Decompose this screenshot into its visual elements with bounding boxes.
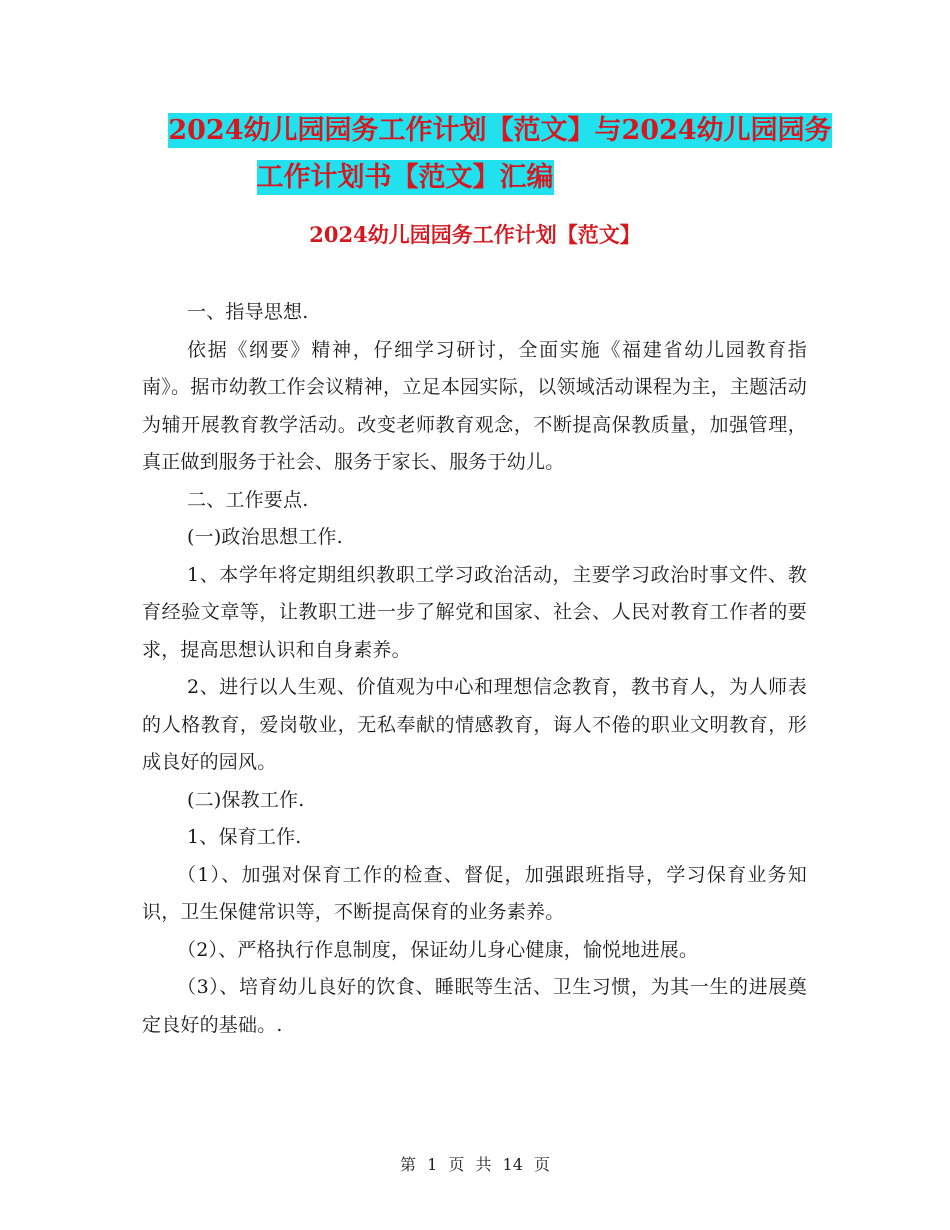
heading-political-work: (一)政治思想工作. [187,526,343,548]
main-title-line2: 工作计划书【范文】汇编 [256,162,554,193]
main-title [0,110,950,199]
section-title: 2024幼儿园园务工作计划【范文】 [309,222,641,247]
heading-care-education: (二)保教工作. [187,788,305,811]
heading-care-work: 1、保育工作. [187,826,302,848]
document-body [142,294,807,1044]
list-item: （1）、加强对保育工作的检查、督促，加强跟班指导，学习保育业务知识，卫生保健常识等，不断提高保育的业务素养。 [142,863,807,923]
heading-guiding-thought: 一、指导思想. [187,301,309,323]
heading-work-points: 二、工作要点. [187,488,309,511]
list-item: （3）、培育幼儿良好的饮食、睡眠等生活、卫生习惯，为其一生的进展奠定良好的基础。. [142,976,807,1036]
page-number-footer: 第 1 页 共 14 页 [400,1155,550,1174]
paragraph: 2、进行以人生观、价值观为中心和理想信念教育，教书育人，为人师表的人格教育，爱岗敬业，无私奉献的情感教育，诲人不倦的职业文明教育，形成良好的园风。 [142,676,807,773]
paragraph: 1、本学年将定期组织教职工学习政治活动，主要学习政治时事文件、教育经验文章等，让教职工进一步了解党和国家、社会、人民对教育工作者的要求，提高思想认识和自身素养。 [142,563,807,661]
main-title-line1: 2024幼儿园园务工作计划【范文】与2024幼儿园园务 [168,115,832,146]
paragraph: 依据《纲要》精神，仔细学习研讨，全面实施《福建省幼儿园教育指南》。据市幼教工作会议精神，立足本园实际，以领域活动课程为主，主题活动为辅开展教育教学活动。改变老师教育观念，不断提高保教质量，加强管理，真正做到服务于社会、服务于家长、服务于幼儿。 [142,338,807,473]
list-item: （2）、严格执行作息制度，保证幼儿身心健康，愉悦地进展。 [177,938,699,961]
